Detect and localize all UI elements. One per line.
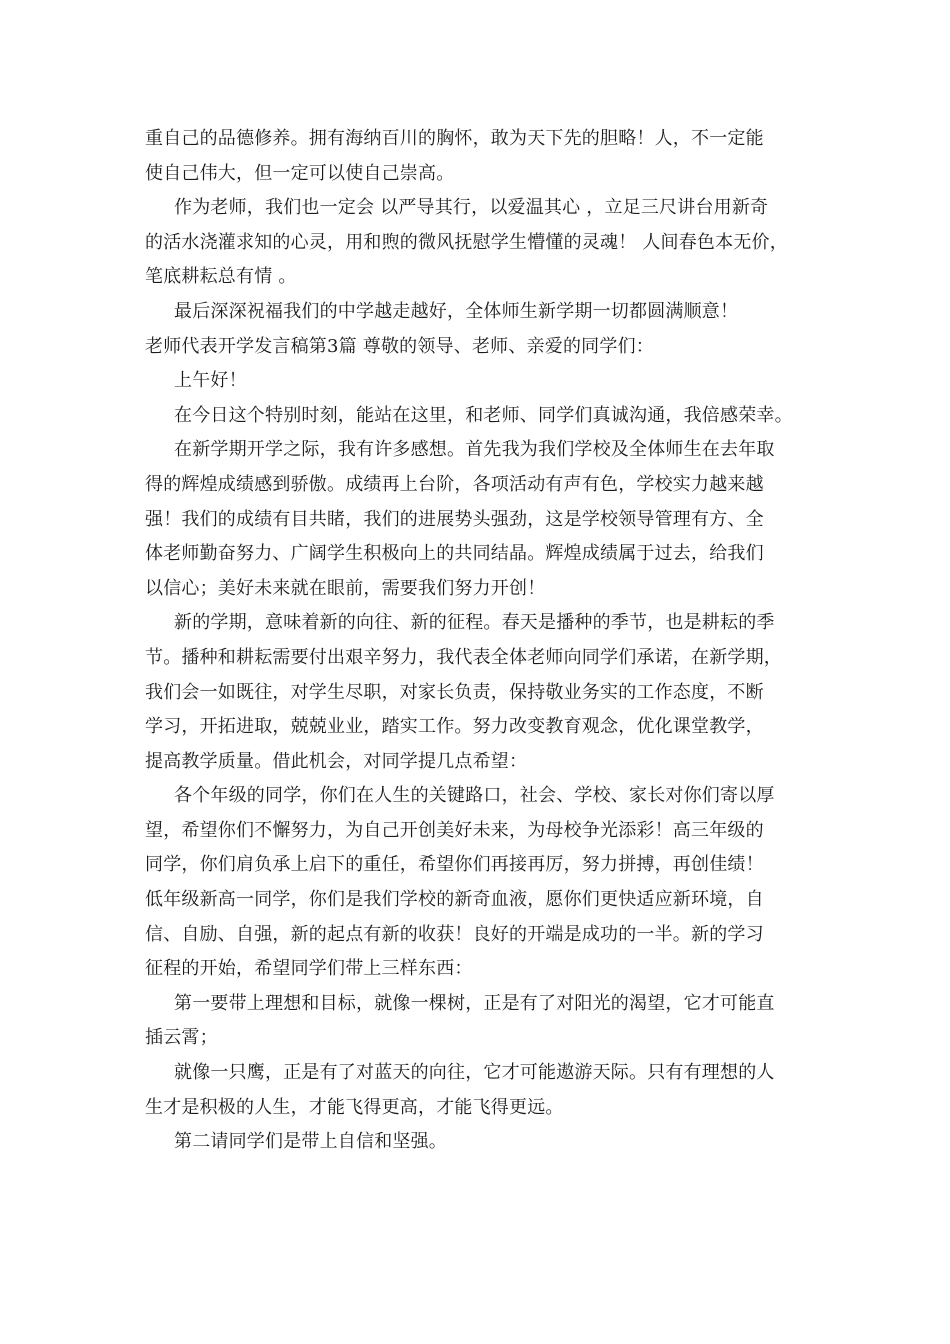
text-line: 使自己伟大，但一定可以使自己崇高。	[145, 162, 455, 184]
text-line: 强！我们的成绩有目共睹，我们的进展势头强劲，这是学校领导管理有方、全	[145, 508, 764, 530]
text-line: 笔底耕耘总有情 。	[145, 266, 297, 288]
text-line: 在今日这个特别时刻，能站在这里，和老师、同学们真诚沟通，我倍感荣幸。	[174, 404, 793, 426]
text-line: 同学，你们肩负承上启下的重任，希望你们再接再厉，努力拼搏，再创佳绩！	[145, 854, 764, 876]
text-line: 望，希望你们不懈努力，为自己开创美好未来，为母校争光添彩！高三年级的	[145, 819, 764, 841]
text-line: 第二请同学们是带上自信和坚强。	[174, 1131, 447, 1153]
text-line: 的活水浇灌求知的心灵，用和煦的微风抚慰学生懵懂的灵魂！ 人间春色本无价，	[145, 231, 788, 253]
text-line: 得的辉煌成绩感到骄傲。成绩再上台阶，各项活动有声有色，学校实力越来越	[145, 473, 764, 495]
text-line: 在新学期开学之际，我有许多感想。首先我为我们学校及全体师生在去年取	[174, 439, 775, 461]
text-line: 第一要带上理想和目标，就像一棵树，正是有了对阳光的渴望，它才可能直	[174, 992, 775, 1014]
text-line: 节。播种和耕耘需要付出艰辛努力，我代表全体老师向同学们承诺，在新学期，	[145, 646, 782, 668]
text-line: 征程的开始，希望同学们带上三样东西：	[145, 958, 473, 980]
text-line: 低年级新高一同学，你们是我们学校的新奇血液，愿你们更快适应新环境，自	[145, 889, 764, 911]
section-heading: 老师代表开学发言稿第3篇 尊敬的领导、老师、亲爱的同学们：	[145, 335, 654, 357]
document-body	[145, 122, 825, 1160]
text-line: 上午好！	[174, 370, 247, 392]
text-line: 最后深深祝福我们的中学越走越好，全体师生新学期一切都圆满顺意！	[174, 300, 739, 322]
text-line: 生才是积极的人生，才能飞得更高，才能飞得更远。	[145, 1096, 564, 1118]
text-line: 新的学期，意味着新的向往、新的征程。春天是播种的季节，也是耕耘的季	[174, 612, 775, 634]
text-line: 各个年级的同学，你们在人生的关键路口，社会、学校、家长对你们寄以厚	[174, 785, 775, 807]
text-line: 我们会一如既往，对学生尽职，对家长负责，保持敬业务实的工作态度，不断	[145, 681, 764, 703]
text-line: 以信心；美好未来就在眼前，需要我们努力开创！	[145, 577, 546, 599]
text-line: 作为老师，我们也一定会 以严导其行，以爱温其心 ，立足三尺讲台用新奇	[174, 197, 769, 219]
text-line: 插云霄；	[145, 1027, 218, 1049]
text-line: 学习，开拓进取，兢兢业业，踏实工作。努力改变教育观念，优化课堂教学，	[145, 716, 764, 738]
text-line: 信、自励、自强，新的起点有新的收获！良好的开端是成功的一半。新的学习	[145, 923, 764, 945]
text-line: 就像一只鹰，正是有了对蓝天的向往，它才可能遨游天际。只有有理想的人	[174, 1062, 775, 1084]
text-line: 体老师勤奋努力、广阔学生积极向上的共同结晶。辉煌成绩属于过去，给我们	[145, 543, 764, 565]
text-line: 提高教学质量。借此机会，对同学提几点希望：	[145, 750, 528, 772]
text-line: 重自己的品德修养。拥有海纳百川的胸怀，敢为天下先的胆略！人，不一定能	[145, 128, 764, 149]
